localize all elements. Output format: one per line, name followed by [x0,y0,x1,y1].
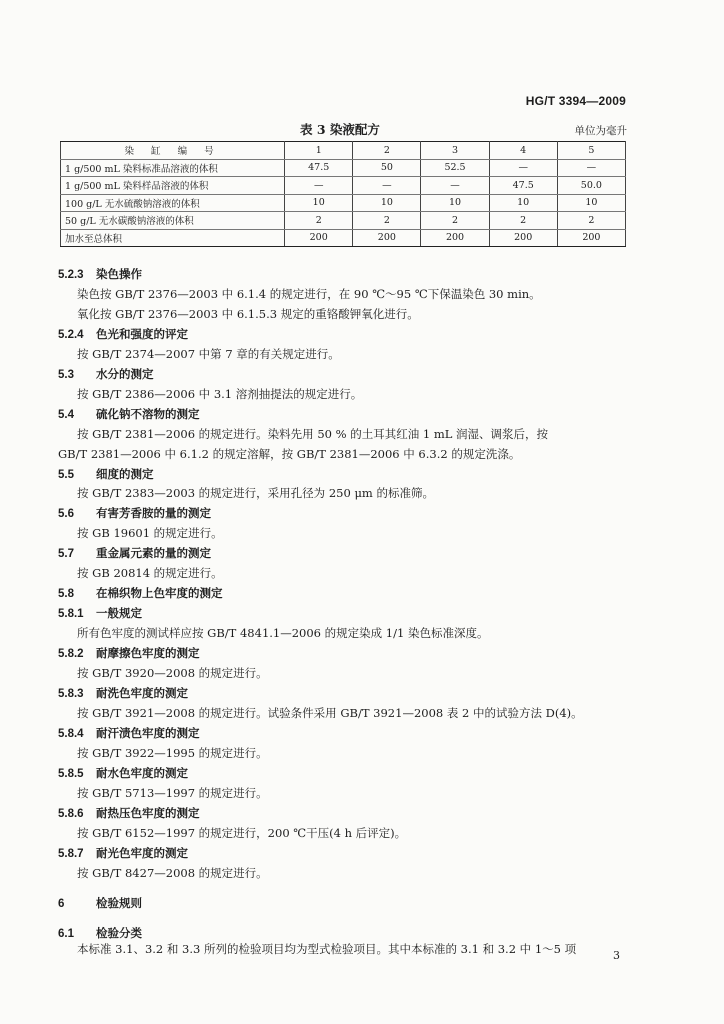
paragraph-line: 按 GB/T 2381—2006 的规定进行。染料先用 50 % 的土耳其红油 1 mL 润湿、调浆后，按 [77,427,549,441]
section-title: 耐汗渍色牢度的测定 [96,726,200,740]
table-cell: — [285,177,353,195]
paragraph-line: 按 GB 19601 的规定进行。 [77,526,223,540]
paragraph-line: 按 GB/T 3920—2008 的规定进行。 [77,666,268,680]
paragraph-line: 按 GB/T 3922—1995 的规定进行。 [77,746,268,760]
section-heading [58,726,200,741]
table-cell: 10 [489,194,557,212]
paragraph-line: 按 GB/T 2374—2007 中第 7 章的有关规定进行。 [77,347,340,361]
table-row [61,229,626,247]
row-label: 100 g/L 无水硫酸钠溶液的体积 [61,194,285,212]
paragraph-line: 按 GB/T 3921—2008 的规定进行。试验条件采用 GB/T 3921—2008 表 2 中的试验方法 D(4)。 [77,706,583,720]
section-number: 5.8.5 [58,768,84,780]
section-number: 5.8.6 [58,808,84,820]
section-heading [58,606,142,621]
table-cell: 200 [489,229,557,247]
section-number: 5.8.7 [58,848,84,860]
standard-code: HG/T 3394—2009 [525,94,626,108]
section-heading [58,407,200,422]
section-title: 耐光色牢度的测定 [96,846,188,860]
table-row [61,177,626,195]
table-cell: — [421,177,489,195]
table-row [61,159,626,177]
table-cell: 2 [353,212,421,230]
table-cell: — [489,159,557,177]
section-heading [58,546,211,561]
section-heading [58,806,200,821]
table-cell: 10 [353,194,421,212]
table-cell: 47.5 [489,177,557,195]
row-label: 50 g/L 无水碳酸钠溶液的体积 [61,212,285,230]
paragraph-line: 按 GB/T 5713—1997 的规定进行。 [77,786,268,800]
table-cell: 10 [285,194,353,212]
column-header: 3 [421,142,489,160]
table-cell: — [557,159,625,177]
section-heading [58,686,188,701]
section-number: 5.8.2 [58,648,84,660]
row-label: 1 g/500 mL 染料样品溶液的体积 [61,177,285,195]
section-number: 5.8.3 [58,688,84,700]
row-label: 加水至总体积 [61,229,285,247]
paragraph-line: 本标准 3.1、3.2 和 3.3 所列的检验项目均为型式检验项目。其中本标准的 3.1 和 3.2 中 1～5 项 [77,942,577,956]
table-header-row [61,142,626,160]
section-title: 检验分类 [96,926,142,940]
section-title: 耐热压色牢度的测定 [96,806,200,820]
section-number: 5.5 [58,469,74,481]
section-heading [58,926,142,941]
table-unit-note: 单位为毫升 [574,125,627,137]
section-title: 硫化钠不溶物的测定 [96,407,200,421]
section-title: 染色操作 [96,267,142,281]
section-number: 5.8 [58,588,74,600]
section-number: 5.3 [58,369,74,381]
section-heading [58,327,188,342]
section-heading [58,896,142,911]
page-number: 3 [613,949,620,962]
section-number: 5.2.4 [58,329,84,341]
section-title: 一般规定 [96,606,142,620]
section-title: 耐洗色牢度的测定 [96,686,188,700]
section-title: 耐摩擦色牢度的测定 [96,646,200,660]
table-cell: 200 [353,229,421,247]
paragraph-line: 氧化按 GB/T 2376—2003 中 6.1.5.3 规定的重铬酸钾氧化进行。 [77,307,419,321]
section-heading [58,766,188,781]
column-header: 染 缸 编 号 [61,142,285,160]
section-title: 在棉织物上色牢度的测定 [96,586,223,600]
paragraph-line: 按 GB/T 2386—2006 中 3.1 溶剂抽提法的规定进行。 [77,387,363,401]
paragraph-line: GB/T 2381—2006 中 6.1.2 的规定溶解，按 GB/T 2381—2006 中 6.3.2 的规定洗涤。 [58,447,521,461]
section-heading [58,467,154,482]
table-cell: 200 [285,229,353,247]
column-header: 5 [557,142,625,160]
column-header: 2 [353,142,421,160]
table-cell: 50 [353,159,421,177]
row-label: 1 g/500 mL 染料标准品溶液的体积 [61,159,285,177]
section-heading [58,506,211,521]
table-cell: 47.5 [285,159,353,177]
section-number: 6 [58,898,65,910]
table-cell: 52.5 [421,159,489,177]
section-heading [58,367,154,382]
section-title: 检验规则 [96,896,142,910]
paragraph-line: 按 GB 20814 的规定进行。 [77,566,223,580]
section-number: 6.1 [58,928,74,940]
table-cell: 2 [489,212,557,230]
table-row [61,194,626,212]
section-title: 耐水色牢度的测定 [96,766,188,780]
table-title: 表 3 染液配方 [300,122,380,137]
section-title: 水分的测定 [96,367,154,381]
section-number: 5.8.4 [58,728,84,740]
table-cell: 10 [421,194,489,212]
table-cell: 10 [557,194,625,212]
table-cell: 2 [285,212,353,230]
paragraph-line: 所有色牢度的测试样应按 GB/T 4841.1—2006 的规定染成 1/1 染色标准深度。 [77,626,489,640]
column-header: 1 [285,142,353,160]
section-number: 5.6 [58,508,74,520]
table-cell: 200 [421,229,489,247]
paragraph-line: 染色按 GB/T 2376—2003 中 6.1.4 的规定进行，在 90 ℃～95 ℃下保温染色 30 min。 [77,287,541,301]
section-number: 5.8.1 [58,608,84,620]
table-cell: 2 [421,212,489,230]
paragraph-line: 按 GB/T 8427—2008 的规定进行。 [77,866,268,880]
section-heading [58,267,142,282]
section-title: 重金属元素的量的测定 [96,546,211,560]
section-heading [58,846,188,861]
section-number: 5.7 [58,548,74,560]
dye-recipe-table [60,141,626,247]
section-heading [58,646,200,661]
table-cell: 50.0 [557,177,625,195]
section-number: 5.2.3 [58,269,84,281]
column-header: 4 [489,142,557,160]
section-number: 5.4 [58,409,74,421]
paragraph-line: 按 GB/T 6152—1997 的规定进行，200 ℃干压(4 h 后评定)。 [77,826,407,840]
table-cell: — [353,177,421,195]
table-cell: 2 [557,212,625,230]
table-cell: 200 [557,229,625,247]
paragraph-line: 按 GB/T 2383—2003 的规定进行，采用孔径为 250 μm 的标准筛。 [77,486,434,500]
section-title: 色光和强度的评定 [96,327,188,341]
table-row [61,212,626,230]
section-title: 有害芳香胺的量的测定 [96,506,211,520]
section-heading [58,586,223,601]
section-title: 细度的测定 [96,467,154,481]
